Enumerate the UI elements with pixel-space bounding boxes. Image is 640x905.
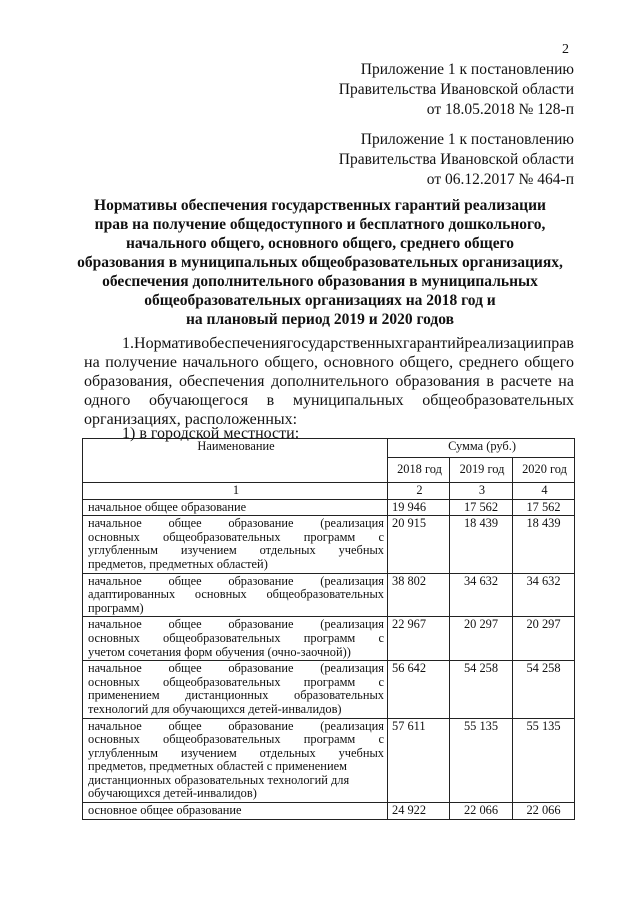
intro-word: обучающегося xyxy=(149,392,249,409)
title-line: образования в муниципальных общеобразовательных организациях, xyxy=(77,254,563,271)
intro-word: начального xyxy=(182,354,259,371)
intro-word: получение xyxy=(105,354,177,371)
row-name-cell xyxy=(83,516,388,573)
intro-word: общего, xyxy=(399,354,454,371)
column-index: 1 xyxy=(83,483,388,500)
page-number: 2 xyxy=(562,42,569,57)
row-name-line xyxy=(88,618,384,632)
row-value-cell: 17 562 xyxy=(513,499,575,516)
column-header-year: 2020 год xyxy=(513,458,575,483)
row-name-line xyxy=(88,517,384,531)
row-name-cell xyxy=(83,573,388,617)
intro-word: обеспечения xyxy=(201,335,287,352)
table-row xyxy=(83,718,575,803)
intro-word: Норматив xyxy=(134,335,202,352)
intro-word: на xyxy=(558,373,574,390)
intro-word: гарантий xyxy=(402,335,465,352)
table-row xyxy=(83,617,575,661)
row-value-cell: 56 642 xyxy=(388,661,450,718)
table-header-row xyxy=(83,439,575,458)
row-name-word: учебных xyxy=(338,543,384,558)
row-name-line xyxy=(88,689,384,703)
intro-line xyxy=(84,334,574,353)
row-name-line xyxy=(88,602,384,616)
row-name-word: образовательных xyxy=(294,688,384,703)
title-line: на плановый период 2019 и 2020 годов xyxy=(186,311,454,328)
row-name-word: начальное xyxy=(88,661,142,676)
document-title xyxy=(60,196,580,329)
intro-word: общего, xyxy=(264,354,319,371)
intro-word: образования, xyxy=(84,373,173,390)
row-name-word: учетом сочетания форм обучения (очно-заочной)) xyxy=(88,644,351,659)
row-name-word: образование xyxy=(228,516,294,531)
intro-word: дополнительного xyxy=(271,373,389,390)
row-name-word: применением xyxy=(88,688,160,703)
row-name-word: технологий для обучающихся детей-инвалидов) xyxy=(88,701,342,716)
appendix-line: Правительства Ивановской области xyxy=(338,151,574,168)
row-value-cell: 54 258 xyxy=(513,661,575,718)
row-value-cell: 38 802 xyxy=(388,573,450,617)
row-name-word: общеобразовательных xyxy=(163,674,281,689)
row-value-cell: 54 258 xyxy=(450,661,513,718)
intro-word: общеобразовательных xyxy=(422,392,574,409)
row-name-word: общее xyxy=(168,661,202,676)
row-name-word: образование xyxy=(228,617,294,632)
row-name-word: (реализация xyxy=(320,516,384,531)
row-name-line xyxy=(88,787,384,801)
row-name-word: основных xyxy=(88,529,140,544)
row-name-word: образование xyxy=(228,573,294,588)
row-name-line xyxy=(88,588,384,602)
row-name-line xyxy=(88,804,384,818)
intro-word: образования xyxy=(395,373,480,390)
intro-line xyxy=(84,353,574,372)
appendix-line: Приложение 1 к постановлению xyxy=(360,61,574,78)
appendix-line: от 18.05.2018 № 128-п xyxy=(426,101,574,118)
row-name-word: общее xyxy=(168,516,202,531)
row-name-line xyxy=(88,662,384,676)
row-name-word: (реализация xyxy=(320,573,384,588)
appendix-line: Правительства Ивановской области xyxy=(338,81,574,98)
intro-word: 1. xyxy=(122,335,134,352)
row-name-word: изучением xyxy=(180,543,237,558)
intro-line: организациях, расположенных: xyxy=(84,411,298,428)
row-name-word: основных xyxy=(88,674,140,689)
row-name-line xyxy=(88,531,384,545)
title-line: общеобразовательных организациях на 2018 год и xyxy=(144,292,496,309)
row-name-cell xyxy=(83,661,388,718)
row-name-word: общеобразовательных xyxy=(266,587,384,602)
row-value-cell: 19 946 xyxy=(388,499,450,516)
row-value-cell: 18 439 xyxy=(513,516,575,573)
row-value-cell: 55 135 xyxy=(450,718,513,803)
row-name-word: с xyxy=(378,529,384,544)
row-name-word: углубленным xyxy=(88,745,158,760)
table-row xyxy=(83,573,575,617)
row-name-line xyxy=(88,747,384,761)
intro-word: прав xyxy=(542,335,574,352)
row-value-cell: 34 632 xyxy=(513,573,575,617)
norms-table xyxy=(82,438,575,820)
appendix-note-current xyxy=(339,60,574,120)
row-name-word: образование xyxy=(228,661,294,676)
row-name-line xyxy=(88,703,384,717)
intro-word: государственных xyxy=(286,335,403,352)
intro-word: в xyxy=(266,392,275,409)
row-name-word: адаптированных xyxy=(88,587,176,602)
row-name-line xyxy=(88,544,384,558)
row-value-cell: 22 066 xyxy=(450,803,513,820)
table-index-row xyxy=(83,483,575,500)
row-name-line xyxy=(88,733,384,747)
row-name-word: предметов, предметных областей) xyxy=(88,556,268,571)
row-name-word: дистанционных образовательных технологий для xyxy=(88,772,350,787)
row-name-word: с xyxy=(378,732,384,747)
intro-word: общего xyxy=(524,354,574,371)
intro-line xyxy=(84,372,574,391)
section-subheading: 1) в городской местности: xyxy=(122,425,300,442)
row-value-cell: 20 297 xyxy=(513,617,575,661)
row-name-word: основных xyxy=(88,630,140,645)
row-name-cell xyxy=(83,718,388,803)
title-line: прав на получение общедоступного и бесплатного дошкольного, xyxy=(94,216,546,233)
row-name-word: углубленным xyxy=(88,543,158,558)
row-name-cell xyxy=(83,803,388,820)
column-header-sum: Сумма (руб.) xyxy=(388,439,575,458)
row-value-cell: 22 967 xyxy=(388,617,450,661)
intro-line xyxy=(84,391,574,410)
row-name-word: общеобразовательных xyxy=(163,630,281,645)
intro-word: обеспечения xyxy=(179,373,265,390)
row-name-word: программ xyxy=(303,674,356,689)
row-name-word: с xyxy=(378,674,384,689)
row-name-word: (реализация xyxy=(320,718,384,733)
row-name-line xyxy=(88,558,384,572)
row-value-cell: 20 915 xyxy=(388,516,450,573)
row-name-word: программ xyxy=(303,732,356,747)
intro-word: на xyxy=(84,354,100,371)
row-name-word: начальное xyxy=(88,516,142,531)
row-value-cell: 18 439 xyxy=(450,516,513,573)
intro-word: реализации xyxy=(464,335,543,352)
table-row xyxy=(83,803,575,820)
row-name-word: отдельных xyxy=(259,745,316,760)
row-name-word: общеобразовательных xyxy=(163,529,281,544)
intro-word: одного xyxy=(84,392,131,409)
intro-word: в xyxy=(486,373,494,390)
row-name-word: программ xyxy=(303,529,356,544)
intro-word: основного xyxy=(323,354,394,371)
row-value-cell: 17 562 xyxy=(450,499,513,516)
appendix-line: от 06.12.2017 № 464-п xyxy=(426,171,574,188)
row-value-cell: 20 297 xyxy=(450,617,513,661)
appendix-line: Приложение 1 к постановлению xyxy=(360,131,574,148)
row-value-cell: 57 611 xyxy=(388,718,450,803)
row-name-word: обучающихся детей-инвалидов) xyxy=(88,786,257,801)
row-name-line xyxy=(88,632,384,646)
column-index: 4 xyxy=(513,483,575,500)
row-name-word: общее xyxy=(168,617,202,632)
row-name-word: программ xyxy=(303,630,356,645)
intro-paragraph xyxy=(84,334,574,429)
row-name-cell xyxy=(83,617,388,661)
row-name-word: образование xyxy=(228,718,294,733)
title-line: Нормативы обеспечения государственных гарантий реализации xyxy=(94,197,546,214)
title-line: начального общего, основного общего, среднего общего xyxy=(126,235,514,252)
row-name-line xyxy=(88,501,384,515)
row-name-line xyxy=(88,646,384,660)
row-name-line xyxy=(88,575,384,589)
row-name-word: дистанционных xyxy=(185,688,269,703)
table-row xyxy=(83,499,575,516)
table-row xyxy=(83,516,575,573)
column-header-year: 2018 год xyxy=(388,458,450,483)
row-name-word: отдельных xyxy=(259,543,316,558)
row-name-word: с xyxy=(378,630,384,645)
row-name-word: программ) xyxy=(88,600,144,615)
column-header-name: Наименование xyxy=(83,439,388,483)
column-header-year: 2019 год xyxy=(450,458,513,483)
column-index: 3 xyxy=(450,483,513,500)
row-name-line xyxy=(88,676,384,690)
intro-word: среднего xyxy=(458,354,519,371)
row-name-word: начальное xyxy=(88,573,142,588)
appendix-note-original xyxy=(339,130,574,190)
row-name-line xyxy=(88,760,384,774)
row-value-cell: 24 922 xyxy=(388,803,450,820)
row-name-word: общее xyxy=(168,718,202,733)
row-name-word: начальное общее образование xyxy=(88,499,247,514)
intro-word: муниципальных xyxy=(292,392,404,409)
row-name-word: начальное xyxy=(88,617,142,632)
column-index: 2 xyxy=(388,483,450,500)
row-name-word: учебных xyxy=(338,745,384,760)
row-name-word: основное общее образование xyxy=(88,803,242,818)
row-name-word: (реализация xyxy=(320,617,384,632)
row-name-word: (реализация xyxy=(320,661,384,676)
row-name-word: изучением xyxy=(180,745,237,760)
row-value-cell: 55 135 xyxy=(513,718,575,803)
row-name-word: предметов, предметных областей с применением xyxy=(88,759,347,774)
row-name-line xyxy=(88,720,384,734)
row-value-cell: 34 632 xyxy=(450,573,513,617)
row-name-cell xyxy=(83,499,388,516)
row-name-word: основных xyxy=(88,732,140,747)
row-name-word: основных xyxy=(194,587,247,602)
row-value-cell: 22 066 xyxy=(513,803,575,820)
title-line: обеспечения дополнительного образования в муниципальных xyxy=(102,273,538,290)
row-name-word: общеобразовательных xyxy=(163,732,281,747)
row-name-line xyxy=(88,774,384,788)
row-name-word: общее xyxy=(168,573,202,588)
table-row xyxy=(83,661,575,718)
row-name-word: начальное xyxy=(88,718,142,733)
intro-word: расчете xyxy=(500,373,552,390)
